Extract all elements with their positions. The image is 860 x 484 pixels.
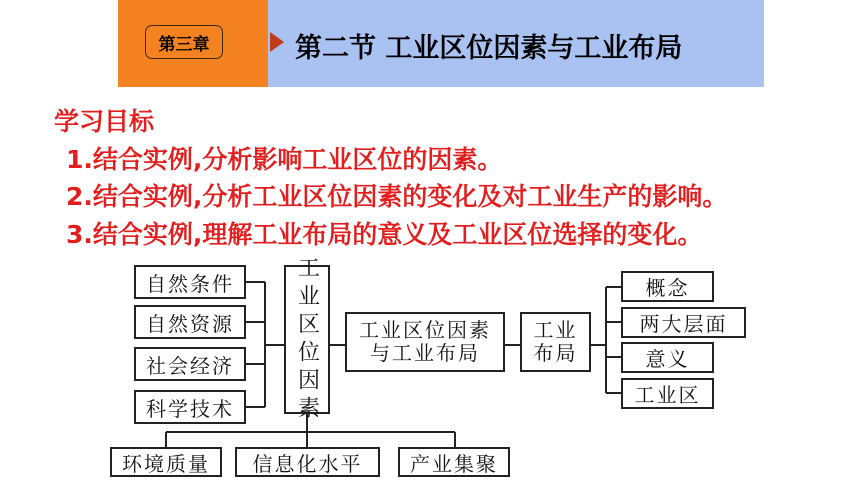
right-item-concept: 概念	[621, 271, 714, 302]
right-item-two-levels: 两大层面	[621, 307, 746, 338]
factor-environment-quality: 环境质量	[110, 447, 222, 477]
main-topic-box: 工业区位因素 与工业布局	[345, 312, 505, 372]
factor-social-economy: 社会经济	[134, 347, 246, 381]
factor-science-technology: 科学技术	[134, 390, 246, 424]
factor-natural-resources: 自然资源	[134, 305, 246, 339]
factor-informatization-level: 信息化水平	[235, 447, 380, 477]
section-title: 第二节 工业区位因素与工业布局	[295, 33, 683, 64]
objective-item-3: 3.结合实例,理解工业布局的意义及工业区位选择的变化。	[66, 220, 703, 249]
right-item-industrial-zone: 工业区	[621, 378, 714, 409]
objective-item-1: 1.结合实例,分析影响工业区位的因素。	[66, 145, 503, 174]
factor-natural-conditions: 自然条件	[134, 265, 246, 299]
layout-node-box: 工业 布局	[520, 312, 591, 372]
objective-item-2: 2.结合实例,分析工业区位因素的变化及对工业生产的影响。	[66, 182, 728, 211]
center-factor-box: 工业区位因素	[284, 265, 330, 414]
right-item-significance: 意义	[621, 342, 714, 373]
objectives-title: 学习目标	[54, 107, 155, 136]
chapter-badge: 第三章	[145, 25, 223, 59]
factor-industrial-agglomeration: 产业集聚	[398, 447, 510, 477]
